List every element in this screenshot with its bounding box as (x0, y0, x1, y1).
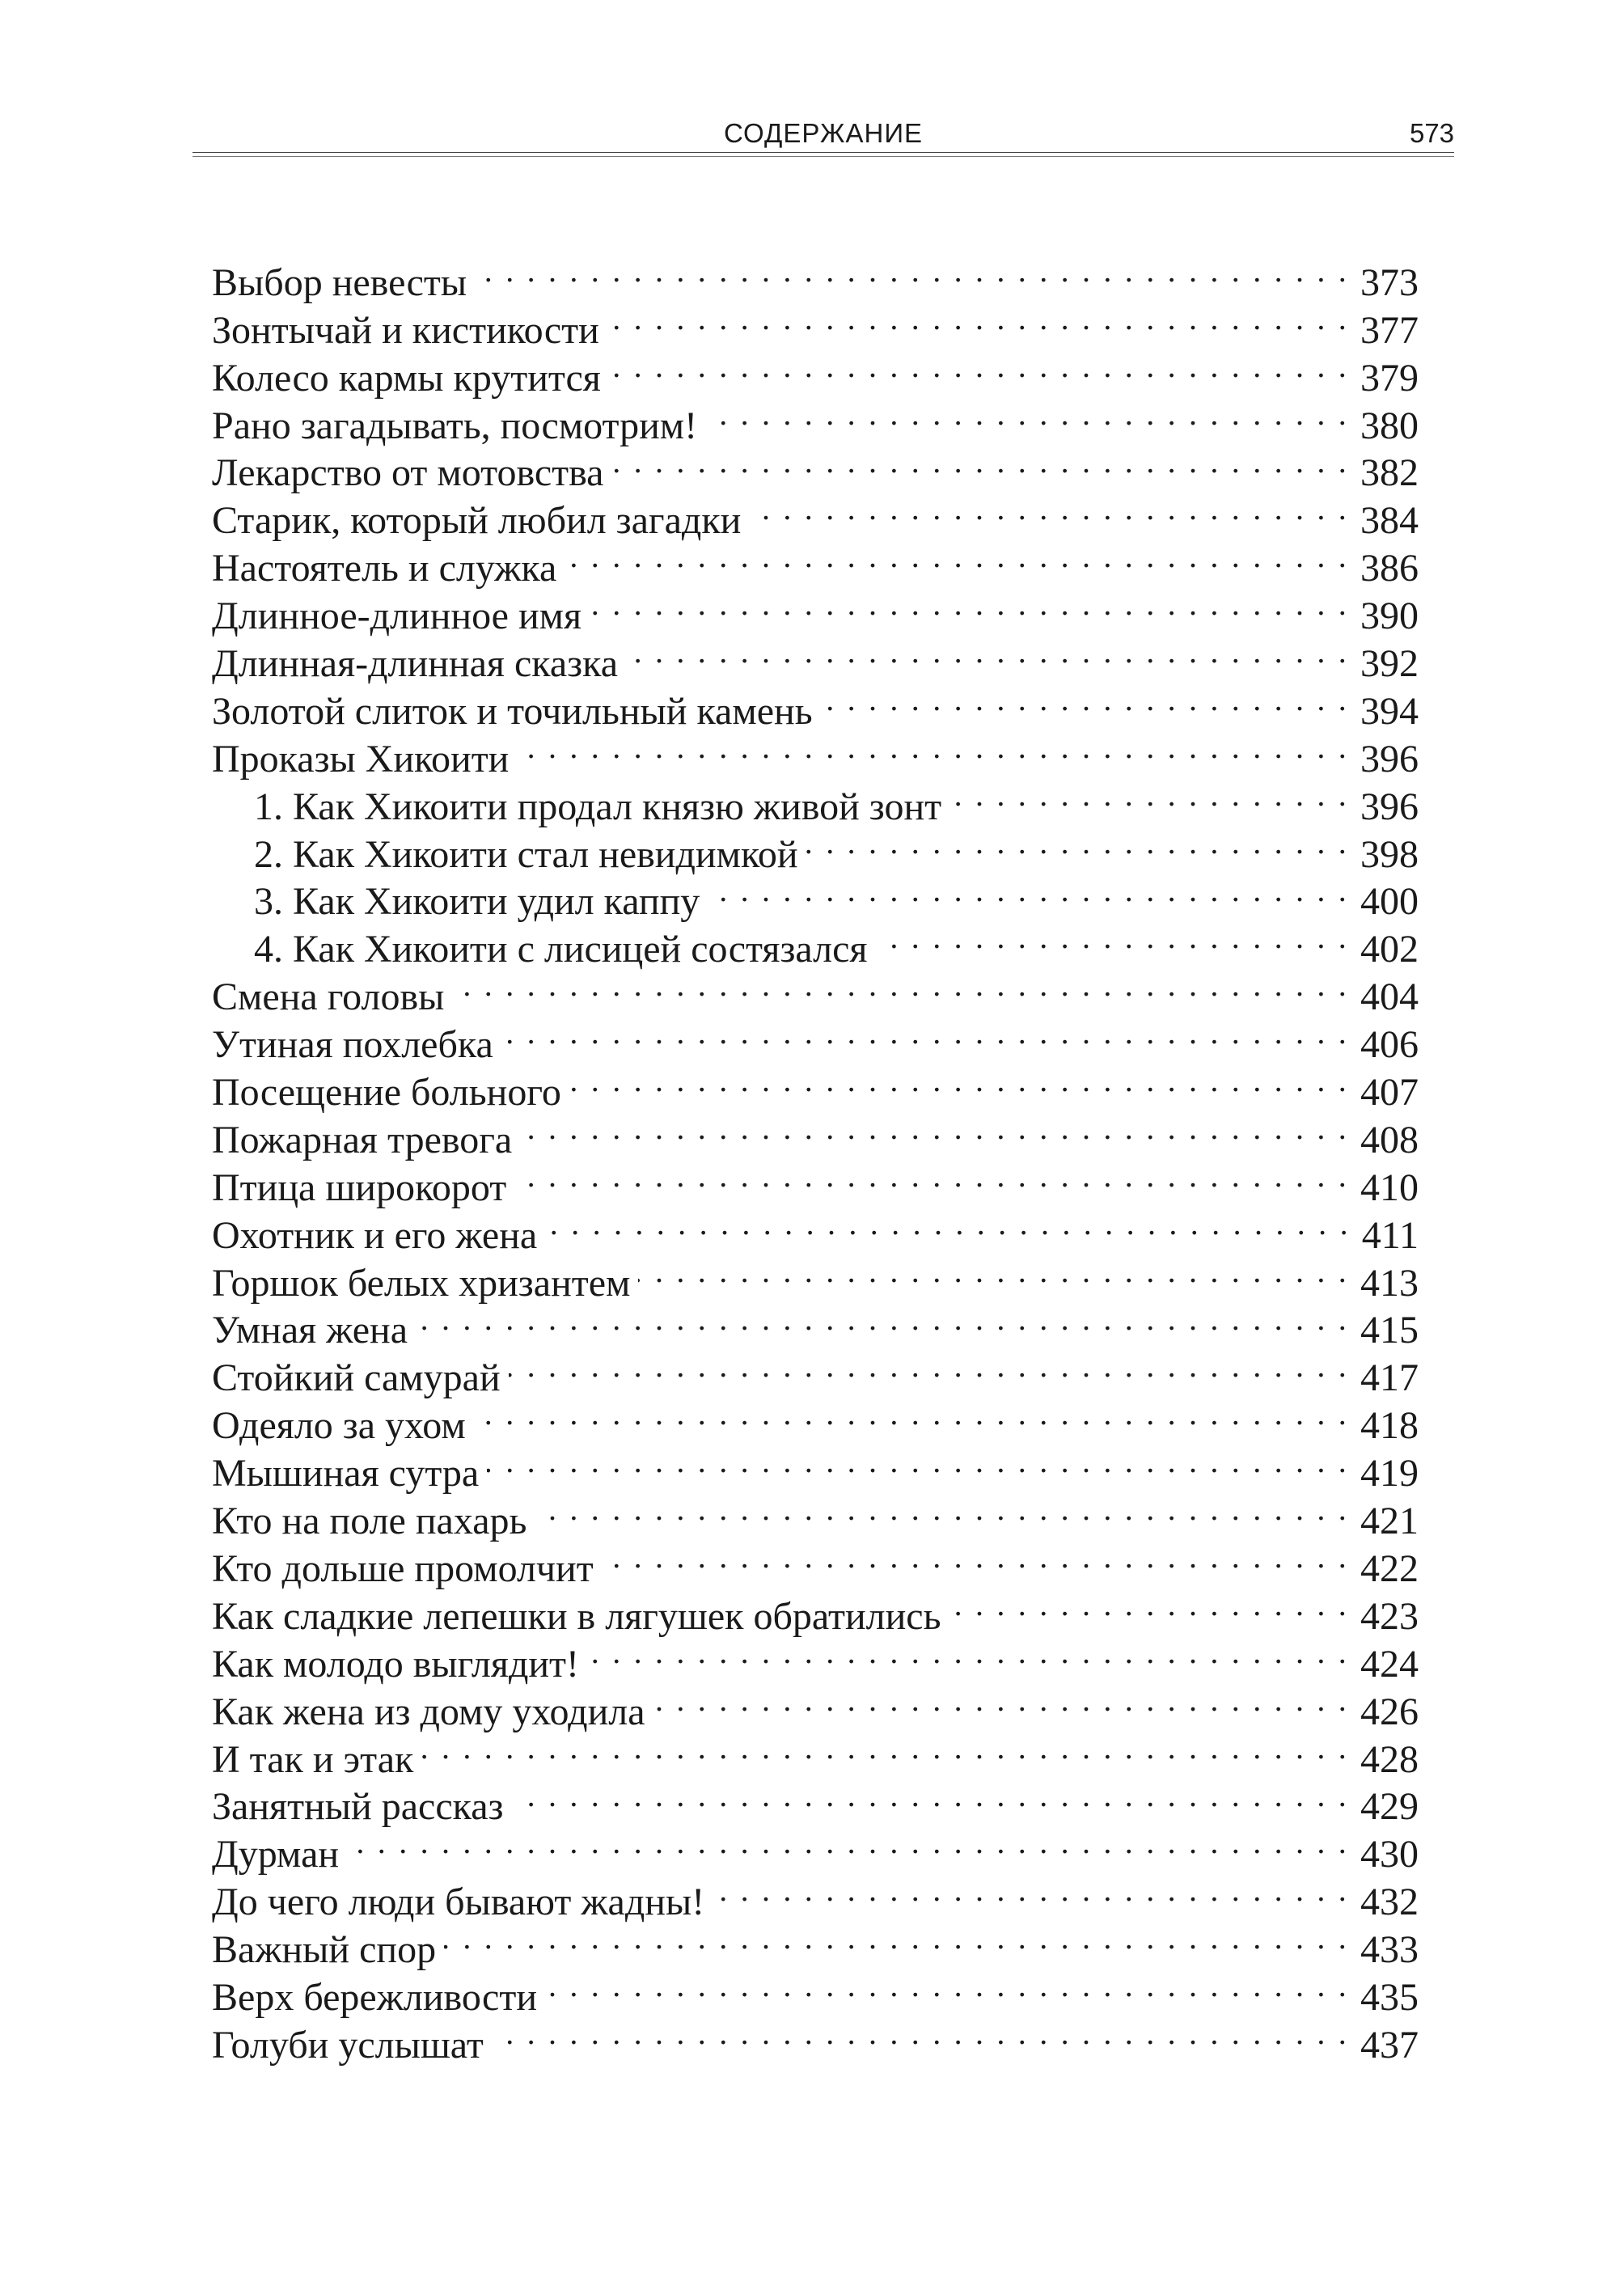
dot-leader (509, 1343, 1349, 1390)
dot-leader (475, 247, 1349, 295)
toc-entry-title: Как молодо выглядит! (212, 1642, 580, 1686)
toc-entry-title: 4. Как Хикоити с лисицей состязался (254, 928, 868, 971)
dot-leader (444, 1914, 1349, 1962)
toc-entry-page-number: 396 (1360, 737, 1419, 781)
toc-entry-title: Старик, который любил загадки (212, 499, 742, 543)
toc-entry-page-number: 373 (1360, 260, 1419, 304)
toc-entry (212, 1867, 1419, 1924)
toc-entry-page-number: 413 (1360, 1261, 1419, 1305)
toc-entry-page-number: 435 (1360, 1975, 1419, 2019)
toc-entry-page-number: 394 (1360, 689, 1419, 733)
toc-entry (212, 1819, 1419, 1876)
toc-entry-title: Важный спор (212, 1928, 437, 1972)
toc-entry-title: Утиная похлебка (212, 1023, 493, 1067)
dot-leader (949, 1581, 1349, 1629)
page-number: 573 (1409, 118, 1454, 148)
toc-entry-page-number: 402 (1360, 928, 1419, 971)
dot-leader (587, 1629, 1349, 1677)
dot-leader (565, 533, 1349, 581)
dot-leader (501, 1009, 1349, 1057)
toc-entry-page-number: 423 (1360, 1594, 1419, 1638)
dot-leader (590, 581, 1349, 628)
toc-entry-title: Стойкий самурай (212, 1356, 501, 1400)
dot-leader (421, 1724, 1349, 1772)
dot-leader (416, 1296, 1349, 1343)
dot-leader (821, 676, 1349, 724)
dot-leader (949, 772, 1349, 819)
toc-entry-title: Кто дольше промолчит (212, 1546, 594, 1590)
toc-entry-page-number: 404 (1360, 975, 1419, 1019)
toc-entry-page-number: 426 (1360, 1690, 1419, 1733)
toc-entry-page-number: 422 (1360, 1546, 1419, 1590)
toc-entry (212, 247, 1419, 304)
dot-leader (708, 867, 1349, 915)
toc-entry-title: 3. Как Хикоити удил каппу (254, 880, 700, 924)
dot-leader (653, 1677, 1349, 1724)
toc-entry-page-number: 408 (1360, 1118, 1419, 1161)
dot-leader (492, 2010, 1349, 2058)
toc-entry-page-number: 417 (1360, 1356, 1419, 1400)
dot-leader (806, 819, 1349, 867)
toc-entry-title: Охотник и его жена (212, 1213, 538, 1257)
toc-entry-title: 2. Как Хикоити стал невидимкой (254, 832, 798, 876)
toc-entry-title: Золотой слиток и точильный камень (212, 689, 813, 733)
toc-entry-title: Занятный рассказ (212, 1785, 504, 1829)
dot-leader (520, 1105, 1349, 1153)
toc-entry-page-number: 382 (1360, 451, 1419, 495)
dot-leader (545, 1200, 1351, 1248)
dot-leader (607, 295, 1349, 343)
dot-leader (749, 485, 1349, 533)
header-rule-secondary (192, 156, 1454, 157)
toc-entry-page-number: 429 (1360, 1785, 1419, 1829)
toc-entry-page-number: 433 (1360, 1928, 1419, 1972)
toc-entry-page-number: 379 (1360, 356, 1419, 400)
toc-entry-title: 1. Как Хикоити продал князю живой зонт (254, 785, 942, 828)
dot-leader (875, 914, 1349, 962)
dot-leader (609, 343, 1349, 391)
toc-entry-page-number: 421 (1360, 1500, 1419, 1543)
dot-leader (602, 1534, 1349, 1581)
running-head-title: СОДЕРЖАНИЕ (723, 118, 924, 148)
toc-entry-title: Как сладкие лепешки в лягушек обратились (212, 1594, 941, 1638)
toc-entry-page-number: 384 (1360, 499, 1419, 543)
dot-leader (487, 1438, 1349, 1486)
dot-leader (452, 962, 1349, 1009)
toc-entry-title: Пожарная тревога (212, 1118, 513, 1161)
toc-entry-title: Смена головы (212, 975, 445, 1019)
toc-entry-title: Выбор невесты (212, 260, 467, 304)
table-of-contents (212, 247, 1419, 2067)
toc-entry-title: Умная жена (212, 1309, 408, 1352)
toc-entry-title: Посещение больного (212, 1071, 561, 1115)
toc-entry-page-number: 411 (1361, 1213, 1419, 1257)
toc-entry-title: Длинное-длинное имя (212, 594, 582, 638)
toc-entry-title: Голуби услышат (212, 2023, 484, 2067)
toc-entry-page-number: 398 (1360, 832, 1419, 876)
toc-entry-title: Рано загадывать, посмотрим! (212, 404, 698, 447)
toc-entry-page-number: 430 (1360, 1833, 1419, 1876)
dot-leader (474, 1390, 1349, 1438)
toc-entry-title: Горшок белых хризантем (212, 1261, 631, 1305)
dot-leader (535, 1486, 1349, 1534)
toc-entry-page-number: 396 (1360, 785, 1419, 828)
toc-entry-page-number: 400 (1360, 880, 1419, 924)
toc-entry-title: Настоятель и служка (212, 547, 557, 590)
toc-entry-page-number: 407 (1360, 1071, 1419, 1115)
toc-entry-page-number: 390 (1360, 594, 1419, 638)
toc-entry-page-number: 424 (1360, 1642, 1419, 1686)
toc-entry-title: Колесо кармы крутится (212, 356, 601, 400)
dot-leader (611, 438, 1349, 486)
header-rule (192, 152, 1454, 153)
toc-entry-title: Проказы Хикоити (212, 737, 510, 781)
toc-entry-title: Зонтычай и кистикости (212, 308, 599, 352)
toc-entry-title: Птица широкорот (212, 1166, 507, 1209)
toc-entry-page-number: 418 (1360, 1404, 1419, 1448)
dot-leader (713, 1867, 1349, 1914)
dot-leader (347, 1819, 1349, 1867)
toc-entry-title: Как жена из дому уходила (212, 1690, 645, 1733)
running-head (192, 113, 1454, 162)
toc-entry-page-number: 386 (1360, 547, 1419, 590)
dot-leader (514, 1153, 1349, 1200)
toc-entry-page-number: 392 (1360, 642, 1419, 686)
dot-leader (545, 1962, 1349, 2010)
dot-leader (512, 1772, 1350, 1820)
dot-leader (517, 724, 1349, 772)
dot-leader (705, 391, 1349, 438)
toc-entry-title: Дурман (212, 1833, 340, 1876)
toc-entry-page-number: 406 (1360, 1023, 1419, 1067)
dot-leader (626, 628, 1349, 676)
toc-entry-page-number: 437 (1360, 2023, 1419, 2067)
toc-entry-title: И так и этак (212, 1737, 414, 1781)
toc-entry-page-number: 377 (1360, 308, 1419, 352)
dot-leader (569, 1057, 1349, 1105)
dot-leader (638, 1248, 1349, 1296)
toc-entry-page-number: 415 (1360, 1309, 1419, 1352)
toc-entry-page-number: 432 (1360, 1881, 1419, 1924)
toc-entry-title: Мышиная сутра (212, 1452, 480, 1496)
toc-entry-page-number: 428 (1360, 1737, 1419, 1781)
toc-entry-page-number: 380 (1360, 404, 1419, 447)
toc-entry-title: Длинная-длинная сказка (212, 642, 619, 686)
toc-entry-title: Одеяло за ухом (212, 1404, 466, 1448)
toc-entry-title: До чего люди бывают жадны! (212, 1881, 705, 1924)
toc-entry-page-number: 419 (1360, 1452, 1419, 1496)
toc-entry-title: Лекарство от мотовства (212, 451, 604, 495)
toc-entry-title: Кто на поле пахарь (212, 1500, 527, 1543)
toc-entry-title: Верх бережливости (212, 1975, 538, 2019)
toc-entry-page-number: 410 (1360, 1166, 1419, 1209)
